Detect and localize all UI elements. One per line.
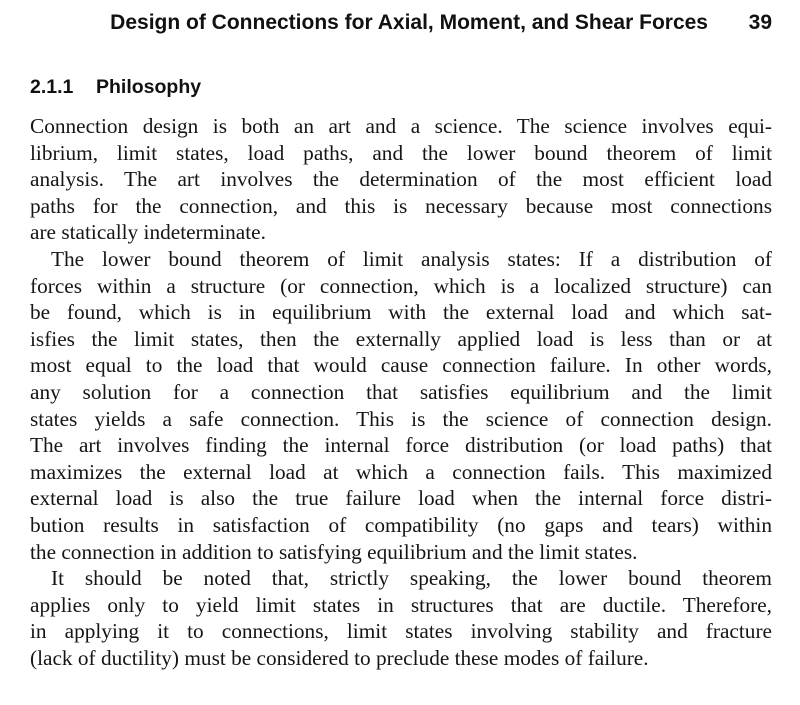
text-line: are statically indeterminate. bbox=[30, 220, 266, 245]
text-line: The lower bound theorem of limit analysis states: If a distribution of bbox=[51, 246, 772, 271]
text-line: applies only to yield limit states in structures that are ductile. Therefore, bbox=[30, 592, 772, 617]
body-text bbox=[30, 113, 772, 671]
text-line: isfies the limit states, then the externally applied load is less than or at bbox=[30, 326, 772, 351]
text-line: any solution for a connection that satisfies equilibrium and the limit bbox=[30, 379, 772, 404]
text-line: paths for the connection, and this is necessary because most connections bbox=[30, 193, 772, 218]
text-line: (lack of ductility) must be considered to preclude these modes of failure. bbox=[30, 645, 649, 670]
section-number: 2.1.1 bbox=[30, 76, 74, 98]
text-line: The art involves finding the internal force distribution (or load paths) that bbox=[30, 433, 772, 458]
text-line: be found, which is in equilibrium with the external load and which sat- bbox=[30, 300, 772, 325]
text-line: forces within a structure (or connection, which is a localized structure) can bbox=[30, 273, 772, 298]
page-number: 39 bbox=[748, 11, 772, 34]
text-line: most equal to the load that would cause connection failure. In other words, bbox=[30, 353, 772, 378]
paragraph bbox=[30, 565, 772, 671]
text-line: maximizes the external load at which a connection fails. This maximized bbox=[30, 459, 772, 484]
text-line: analysis. The art involves the determination of the most efficient load bbox=[30, 167, 772, 192]
text-line: states yields a safe connection. This is the science of connection design. bbox=[30, 406, 772, 431]
section-heading bbox=[30, 73, 201, 101]
section-title: Philosophy bbox=[96, 76, 202, 98]
text-line: Connection design is both an art and a science. The science involves equi- bbox=[30, 114, 772, 138]
text-line: the connection in addition to satisfying equilibrium and the limit states. bbox=[30, 539, 638, 564]
text-line: in applying it to connections, limit states involving stability and fracture bbox=[30, 619, 772, 644]
text-line: It should be noted that, strictly speaking, the lower bound theorem bbox=[51, 566, 772, 591]
text-line: librium, limit states, load paths, and the lower bound theorem of limit bbox=[30, 140, 772, 165]
running-header bbox=[30, 8, 772, 38]
text-line: bution results in satisfaction of compatibility (no gaps and tears) within bbox=[30, 512, 772, 537]
running-header-title: Design of Connections for Axial, Moment, and Shear Forces bbox=[110, 11, 708, 34]
paragraph bbox=[30, 113, 772, 246]
paragraph bbox=[30, 246, 772, 565]
text-line: external load is also the true failure load when the internal force distri- bbox=[30, 486, 772, 511]
